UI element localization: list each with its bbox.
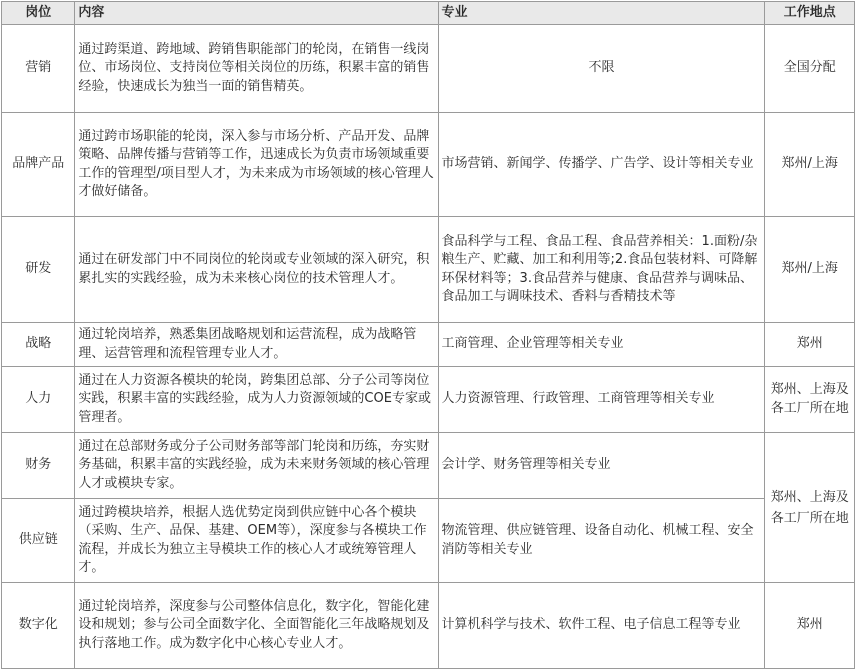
position-cell: 财务: [2, 433, 75, 499]
location-cell: 郑州/上海: [765, 113, 855, 217]
content-cell: 通过在人力资源各模块的轮岗，跨集团总部、分子公司等岗位实践，积累丰富的实践经验，成为人力资源领域的COE专家或管理者。: [75, 367, 438, 433]
table-row: [2, 113, 855, 217]
content-cell: 通过轮岗培养，熟悉集团战略规划和运营流程，成为战略管理、运营管理和流程管理专业人才。: [75, 323, 438, 367]
location-cell: 郑州、上海及各工厂所在地: [765, 367, 855, 433]
header-location: 工作地点: [765, 2, 855, 25]
major-cell: 市场营销、新闻学、传播学、广告学、设计等相关专业: [438, 113, 765, 217]
position-cell: 人力: [2, 367, 75, 433]
major-cell: 不限: [438, 25, 765, 113]
position-cell: 战略: [2, 323, 75, 367]
major-cell: 人力资源管理、行政管理、工商管理等相关专业: [438, 367, 765, 433]
major-cell: 会计学、财务管理等相关专业: [438, 433, 765, 499]
header-position: 岗位: [2, 2, 75, 25]
location-cell: 郑州/上海: [765, 217, 855, 323]
table-row: [2, 323, 855, 367]
table-header-row: [2, 2, 855, 25]
position-cell: 研发: [2, 217, 75, 323]
header-content: 内容: [75, 2, 438, 25]
job-table: [1, 1, 855, 669]
content-cell: 通过在总部财务或分子公司财务部等部门轮岗和历练，夯实财务基础，积累丰富的实践经验，成为未来财务领域的核心管理人才或模块专家。: [75, 433, 438, 499]
location-cell: 郑州: [765, 583, 855, 669]
table-row: [2, 433, 855, 499]
major-cell: 计算机科学与技术、软件工程、电子信息工程等专业: [438, 583, 765, 669]
content-cell: 通过跨市场职能的轮岗，深入参与市场分析、产品开发、品牌策略、品牌传播与营销等工作，迅速成长为负责市场领域重要工作的管理型/项目型人才，为未来成为市场领域的核心管理人才做好储备。: [75, 113, 438, 217]
table-row: [2, 367, 855, 433]
table-row: [2, 25, 855, 113]
position-cell: 供应链: [2, 499, 75, 583]
content-cell: 通过跨模块培养，根据人选优势定岗到供应链中心各个模块（采购、生产、品保、基建、OEM等），深度参与各模块工作流程，并成长为独立主导模块工作的核心人才或统筹管理人才。: [75, 499, 438, 583]
table-row: [2, 499, 855, 583]
location-cell: 全国分配: [765, 25, 855, 113]
content-cell: 通过轮岗培养，深度参与公司整体信息化，数字化，智能化建设和规划；参与公司全面数字化、全面智能化三年战略规划及执行落地工作。成为数字化中心核心专业人才。: [75, 583, 438, 669]
content-cell: 通过跨渠道、跨地域、跨销售职能部门的轮岗，在销售一线岗位、市场岗位、支持岗位等相关岗位的历练，积累丰富的销售经验，快速成长为独当一面的销售精英。: [75, 25, 438, 113]
header-major: 专业: [438, 2, 765, 25]
major-cell: 物流管理、供应链管理、设备自动化、机械工程、安全消防等相关专业: [438, 499, 765, 583]
major-cell: 工商管理、企业管理等相关专业: [438, 323, 765, 367]
position-cell: 品牌产品: [2, 113, 75, 217]
table-row: [2, 217, 855, 323]
major-cell: 食品科学与工程、食品工程、食品营养相关：1.面粉/杂粮生产、贮藏、加工和利用等;2.食品包装材料、可降解环保材料等；3.食品营养与健康、食品营养与调味品、食品加工与调味技术、香料与香精技术等: [438, 217, 765, 323]
position-cell: 营销: [2, 25, 75, 113]
location-cell: 郑州: [765, 323, 855, 367]
position-cell: 数字化: [2, 583, 75, 669]
content-cell: 通过在研发部门中不同岗位的轮岗或专业领域的深入研究，积累扎实的实践经验，成为未来核心岗位的技术管理人才。: [75, 217, 438, 323]
location-cell: 郑州、上海及各工厂所在地: [765, 433, 855, 583]
table-row: [2, 583, 855, 669]
